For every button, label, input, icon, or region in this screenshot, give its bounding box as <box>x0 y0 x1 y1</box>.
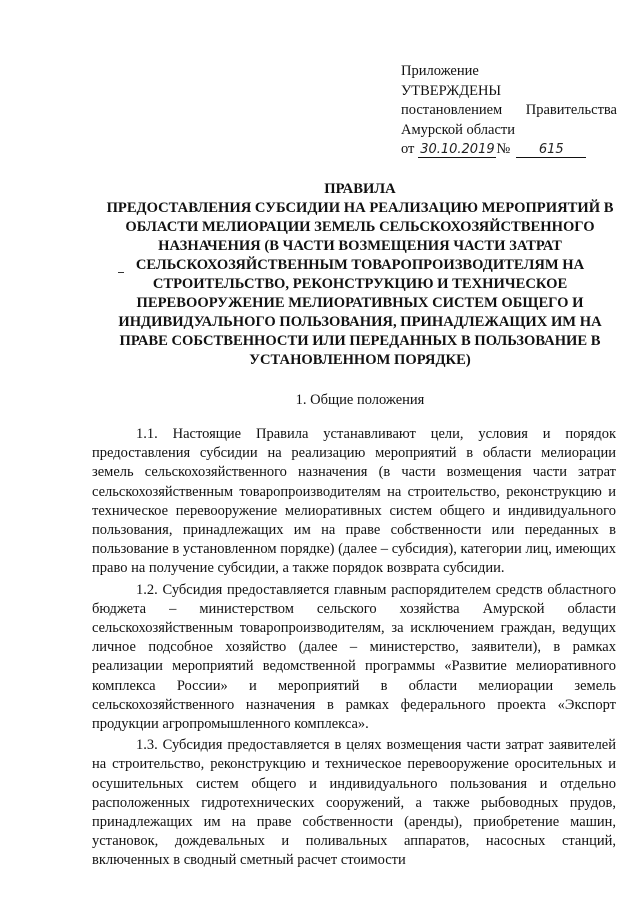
section-heading: 1. Общие положения <box>295 392 425 408</box>
approval-resolution-line <box>401 101 617 121</box>
approval-stamp-block <box>401 62 617 160</box>
approval-resolution-word: постановлением <box>401 102 503 118</box>
document-title: ПРАВИЛА <box>324 181 396 197</box>
approval-number-sign: № <box>496 141 511 157</box>
approval-from-label: от <box>401 141 415 157</box>
document-body <box>92 425 616 873</box>
approval-date-number-line <box>401 140 617 160</box>
approval-government-word: Правительства <box>525 102 617 118</box>
approval-number-handwritten: 615 <box>516 143 586 158</box>
margin-tick-mark <box>118 272 124 273</box>
approval-region-label: Амурской области <box>401 121 515 138</box>
paragraph-1-2: 1.2. Субсидия предоставляется главным распорядителем средств областного бюджета – министерством сельского хозяйства Амурской области сельскохозяйственным товаропроизводителям, за исключением граждан, ведущих личное подсобное хозяйство (далее – министерство, заявители), в рамках реализации мероприятий ведомственной программы «Развитие мелиоративного комплекса России» и мероприятий в области мелиорации земель сельскохозяйственного назначения в рамках федерального проекта «Экспорт продукции агропромышленного комплекса». <box>92 581 616 733</box>
approval-date-handwritten: 30.10.2019 <box>420 142 495 157</box>
document-title-block <box>100 180 620 370</box>
paragraph-1-1: 1.1. Настоящие Правила устанавливают цели, условия и порядок предоставления субсидии на реализацию мероприятий в области мелиорации земель сельскохозяйственного назначения (в части возмещения части затрат сельскохозяйственным товаропроизводителям на строительство, реконструкцию и техническое перевооружение мелиоративных систем общего и индивидуального пользования, принадлежащих им на праве собственности или переданных в пользование в установленном порядке) (далее – субсидия), категории лиц, имеющих право на получение субсидии, а также порядок возврата субсидии. <box>92 426 616 577</box>
approval-approved-label: УТВЕРЖДЕНЫ <box>401 82 502 99</box>
document-subtitle: ПРЕДОСТАВЛЕНИЯ СУБСИДИИ НА РЕАЛИЗАЦИЮ МЕРОПРИЯТИЙ В ОБЛАСТИ МЕЛИОРАЦИИ ЗЕМЕЛЬ СЕЛЬСКОХОЗЯЙСТВЕННОГО НАЗНАЧЕНИЯ (В ЧАСТИ ВОЗМЕЩЕНИЯ ЧАСТИ ЗАТРАТ СЕЛЬСКОХОЗЯЙСТВЕННЫМ ТОВАРОПРОИЗВОДИТЕЛЯМ НА СТРОИТЕЛЬСТВО, РЕКОНСТРУКЦИЮ И ТЕХНИЧЕСКОЕ ПЕРЕВООРУЖЕНИЕ МЕЛИОРАТИВНЫХ СИСТЕМ ОБЩЕГО И ИНДИВИДУАЛЬНОГО ПОЛЬЗОВАНИЯ, ПРИНАДЛЕЖАЩИХ ИМ НА ПРАВЕ СОБСТВЕННОСТИ ИЛИ ПЕРЕДАННЫХ В ПОЛЬЗОВАНИЕ В УСТАНОВЛЕННОМ ПОРЯДКЕ) <box>106 200 614 368</box>
approval-appendix-label: Приложение <box>401 63 479 79</box>
paragraph-1-3: 1.3. Субсидия предоставляется в целях возмещения части затрат заявителей на строительство, реконструкцию и техническое перевооружение оросительных и осушительных систем общего и индивидуального пользования и отдельно расположенных гидротехнических сооружений, а также рыбоводных прудов, принадлежащих им на праве собственности (аренды), приобретение машин, установок, дождевальных и поливальных аппаратов, насосных станций, включенных в сводный сметный расчет стоимости <box>92 737 616 869</box>
